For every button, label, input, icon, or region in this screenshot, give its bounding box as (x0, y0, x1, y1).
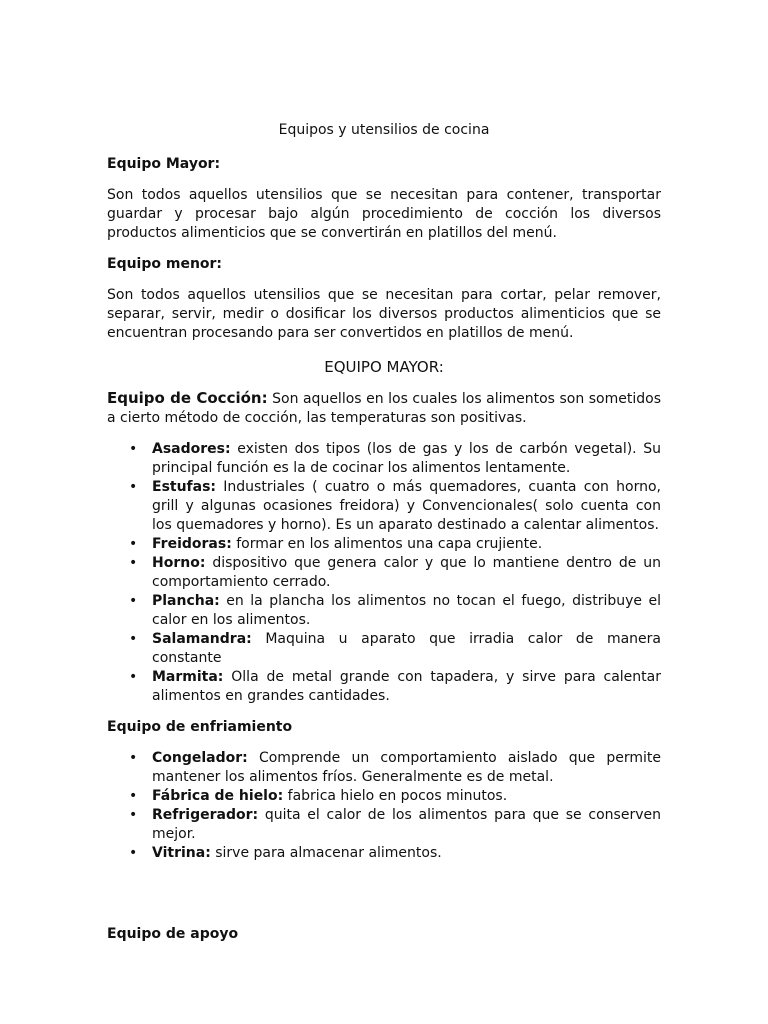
item-label: Plancha: (152, 593, 220, 609)
bullet-icon: • (129, 441, 138, 457)
heading-coccion: Equipo de Cocción: (107, 389, 268, 407)
item-label: Congelador: (152, 750, 248, 766)
item-text: fabrica hielo en pocos minutos. (283, 788, 508, 804)
list-item (107, 787, 661, 806)
item-text: Olla de metal grande con tapadera, y sirve para calentar alimentos en grandes cantidades. (152, 669, 661, 704)
bullet-icon: • (129, 807, 138, 823)
list-item (107, 535, 661, 554)
paragraph-coccion (107, 389, 661, 428)
bullet-icon: • (129, 536, 138, 552)
bullet-icon: • (129, 750, 138, 766)
item-text: Comprende un comportamiento aislado que permite mantener los alimentos fríos. Generalmente es de metal. (152, 750, 661, 785)
item-label: Horno: (152, 555, 206, 571)
item-label: Vitrina: (152, 845, 211, 861)
item-label: Asadores: (152, 441, 231, 457)
list-item (107, 554, 661, 592)
list-coccion (107, 440, 661, 706)
list-item (107, 592, 661, 630)
bullet-icon: • (129, 669, 138, 685)
list-item (107, 440, 661, 478)
item-text: en la plancha los alimentos no tocan el fuego, distribuye el calor en los alimentos. (152, 593, 661, 628)
section-title-equipo-mayor: EQUIPO MAYOR: (324, 358, 444, 376)
item-text: existen dos tipos (los de gas y los de carbón vegetal). Su principal función es la de cocinar los alimentos lentamente. (152, 441, 661, 476)
heading-enfriamiento: Equipo de enfriamiento (107, 719, 293, 735)
bullet-icon: • (129, 631, 138, 647)
item-label: Marmita: (152, 669, 224, 685)
list-item (107, 844, 661, 863)
document-title: Equipos y utensilios de cocina (278, 122, 490, 138)
item-text: quita el calor de los alimentos para que se conserven mejor. (152, 807, 661, 842)
item-text: Maquina u aparato que irradia calor de manera constante (152, 631, 661, 666)
list-item (107, 806, 661, 844)
item-label: Freidoras: (152, 536, 232, 552)
blank-space (107, 875, 661, 925)
list-item (107, 668, 661, 706)
coccion-description: Son aquellos en los cuales los alimentos son sometidos a cierto método de cocción, las temperaturas son positivas. (107, 391, 661, 426)
list-item (107, 749, 661, 787)
heading-apoyo: Equipo de apoyo (107, 926, 239, 942)
bullet-icon: • (129, 593, 138, 609)
list-enfriamiento (107, 749, 661, 863)
bullet-icon: • (129, 845, 138, 861)
item-text: sirve para almacenar alimentos. (210, 845, 442, 861)
item-text: formar en los alimentos una capa crujiente. (231, 536, 543, 552)
item-label: Refrigerador: (152, 807, 259, 823)
heading-equipo-menor: Equipo menor: (107, 256, 223, 272)
item-text: Industriales ( cuatro o más quemadores, cuanta con horno, grill y algunas ocasiones freidora) y Convencionales( solo cuenta con los quemadores y horno). Es un aparato destinado a calentar alimentos. (152, 479, 661, 533)
bullet-icon: • (129, 788, 138, 804)
item-label: Salamandra: (152, 631, 252, 647)
list-item (107, 478, 661, 535)
item-label: Estufas: (152, 479, 217, 495)
list-item (107, 630, 661, 668)
paragraph-equipo-menor: Son todos aquellos utensilios que se necesitan para cortar, pelar remover, separar, servir, medir o dosificar los diversos productos alimenticios que se encuentran procesando para ser convertidos en platillos de menú. (107, 287, 661, 341)
paragraph-equipo-mayor: Son todos aquellos utensilios que se necesitan para contener, transportar guardar y procesar bajo algún procedimiento de cocción los diversos productos alimenticios que se convertirán en platillos del menú. (107, 187, 661, 241)
bullet-icon: • (129, 555, 138, 571)
item-text: dispositivo que genera calor y que lo mantiene dentro de un comportamiento cerrado. (152, 555, 661, 590)
bullet-icon: • (129, 479, 138, 495)
heading-equipo-mayor: Equipo Mayor: (107, 156, 221, 172)
item-label: Fábrica de hielo: (152, 788, 284, 804)
